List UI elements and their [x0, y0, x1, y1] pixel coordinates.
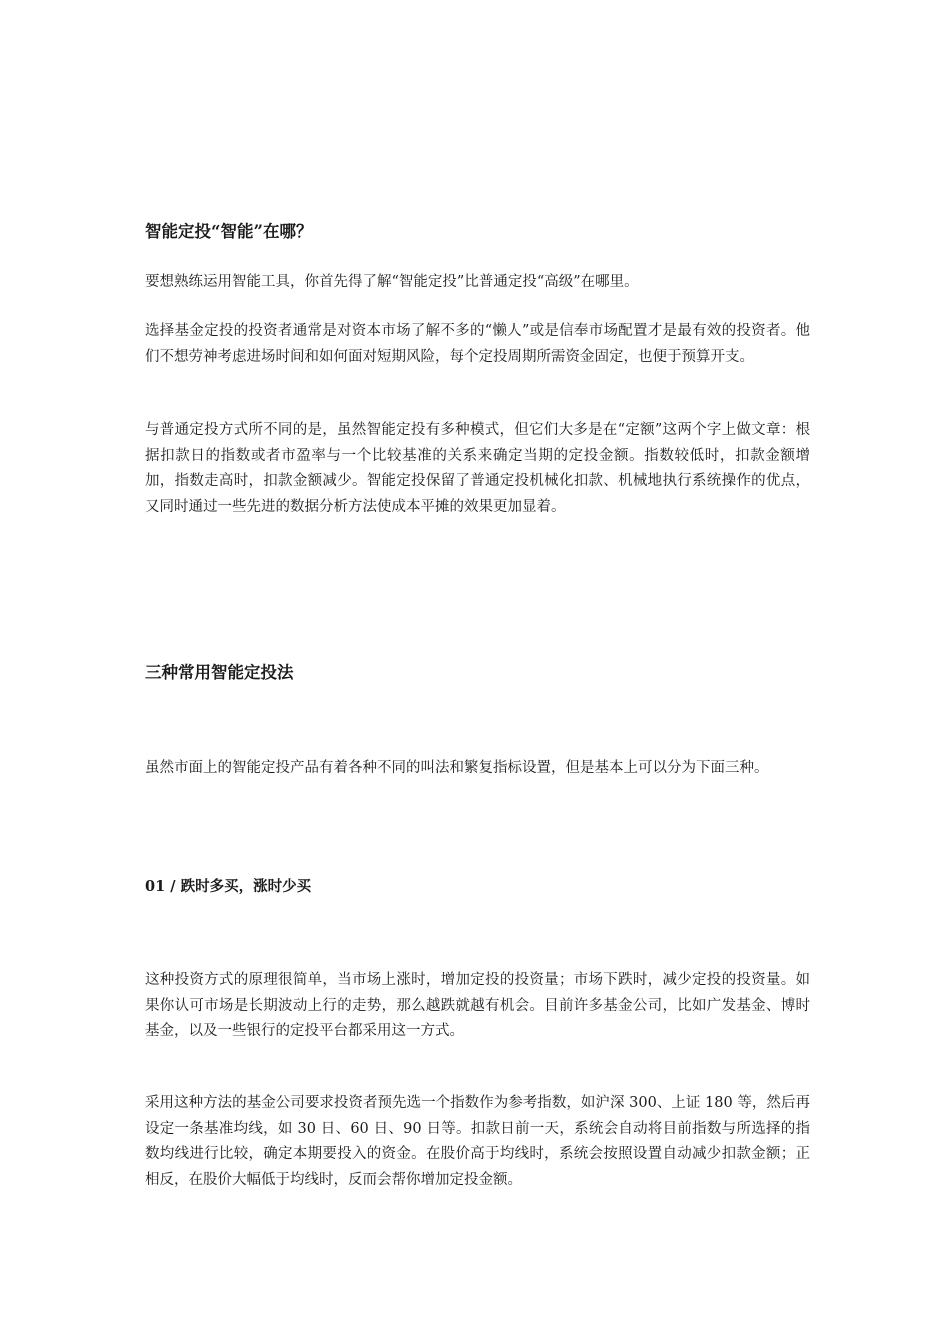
paragraph-method-01-details: 采用这种方法的基金公司要求投资者预先选一个指数作为参考指数，如沪深 300、上证 180 等，然后再设定一条基准均线，如 30 日、60 日、90 日等。扣款日前一天，系统会自动将目前指数与所选择的指数均线进行比较，确定本期要投入的资金。在股价高于均线时，系统会按照设置自动减少扣款金额；正相反，在股价大幅低于均线时，反而会帮你增加定投金额。 [145, 1095, 810, 1188]
subheading-method-01: 01 / 跌时多买，涨时少买 [145, 878, 312, 895]
paragraph-investors: 选择基金定投的投资者通常是对资本市场了解不多的“懒人”或是信奉市场配置才是最有效的投资者。他们不想劳神考虑进场时间和如何面对短期风险，每个定投周期所需资金固定，也便于预算开支。 [145, 323, 810, 365]
paragraph-difference: 与普通定投方式所不同的是，虽然智能定投有多种模式，但它们大多是在“定额”这两个字上做文章：根据扣款日的指数或者市盈率与一个比较基准的关系来确定当期的定投金额。指数较低时，扣款金额增加，指数走高时，扣款金额减少。智能定投保留了普通定投机械化扣款、机械地执行系统操作的优点，又同时通过一些先进的数据分析方法使成本平摊的效果更加显着。 [145, 422, 810, 515]
section-heading-three-methods: 三种常用智能定投法 [145, 663, 294, 682]
paragraph-intro: 要想熟练运用智能工具，你首先得了解“智能定投”比普通定投“高级”在哪里。 [145, 274, 639, 290]
paragraph-method-01-principle: 这种投资方式的原理很简单，当市场上涨时，增加定投的投资量；市场下跌时，减少定投的投资量。如果你认可市场是长期波动上行的走势，那么越跌就越有机会。目前许多基金公司，比如广发基金、博时基金，以及一些银行的定投平台都采用这一方式。 [145, 972, 810, 1039]
paragraph-three-types: 虽然市面上的智能定投产品有着各种不同的叫法和繁复指标设置，但是基本上可以分为下面三种。 [145, 760, 769, 776]
section-heading-smart-investing: 智能定投“智能”在哪？ [145, 222, 313, 241]
